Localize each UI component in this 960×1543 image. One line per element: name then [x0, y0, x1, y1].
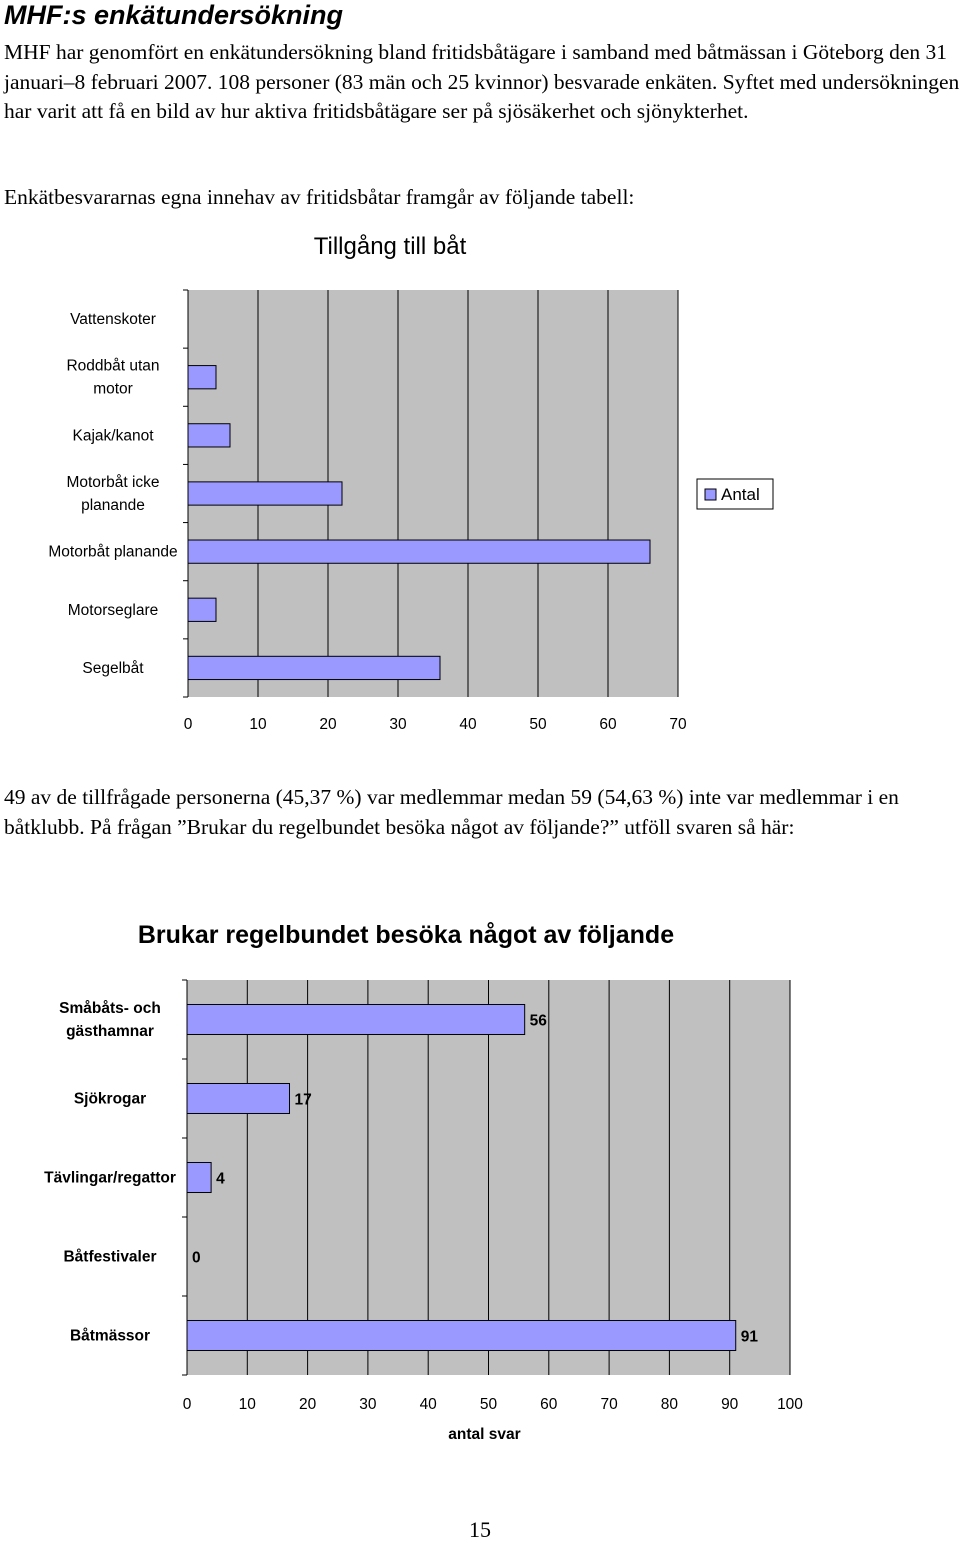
intro-paragraph: MHF har genomfört en enkätundersökning bland fritidsbåtägare i samband med båtmässan i Göteborg den 31 januari–8 februari 2007. 108 personer (83 män och 25 kvinnor) besvarade enkäten. Syftet med undersökningen har varit att få en bild av hur aktiva fritidsbåtägare ser på sjösäkerhet och sjönykterhet. — [4, 40, 960, 123]
category-label: Motorbåt icke — [66, 474, 160, 491]
tick-label-20: 20 — [298, 1396, 317, 1413]
tick-label-80: 80 — [660, 1396, 679, 1413]
tick-label-10: 10 — [238, 1396, 256, 1413]
chart-title: Brukar regelbundet besöka något av följande — [137, 921, 675, 949]
category-label: Båtfestivaler — [63, 1248, 157, 1266]
category-label: Tävlingar/regattor — [44, 1169, 176, 1187]
category-label: Motorseglare — [67, 601, 159, 619]
tick-label-0: 0 — [183, 716, 193, 733]
bar-tavlingar-regattor — [187, 1162, 211, 1192]
tick-label-50: 50 — [479, 1396, 498, 1413]
bar-smabats-och-gasthamnar — [187, 1004, 525, 1034]
data-label-sjokrogar: 17 — [294, 1091, 312, 1109]
category-label: Vattenskoter — [70, 311, 156, 329]
tick-label-0: 0 — [182, 1396, 192, 1413]
data-label-batmassor: 91 — [740, 1328, 758, 1346]
category-label: Båtmässor — [69, 1327, 151, 1345]
category-label: Kajak/kanot — [72, 427, 154, 445]
data-label-smabats-och-gasthamnar: 56 — [529, 1012, 547, 1030]
tick-label-40: 40 — [459, 716, 477, 733]
category-label: Motorbåt planande — [48, 543, 178, 561]
chart-title: Tillgång till båt — [313, 233, 467, 260]
category-label: Segelbåt — [82, 659, 144, 677]
membership-paragraph: 49 av de tillfrågade personerna (45,37 %) var medlemmar medan 59 (54,63 %) inte var medlemmar i en båtklubb. På frågan ”Brukar du regelbundet besöka något av följande?” utföll svaren så här: — [4, 785, 899, 839]
category-label: Sjökrogar — [73, 1090, 147, 1108]
data-label-batfestivaler: 0 — [192, 1249, 201, 1267]
tick-label-60: 60 — [599, 716, 617, 733]
bar-batmassor — [187, 1320, 736, 1350]
tick-label-40: 40 — [419, 1396, 437, 1413]
tick-label-70: 70 — [600, 1396, 618, 1413]
page-number: 15 — [469, 1517, 491, 1542]
page-heading: MHF:s enkätundersökning — [4, 0, 344, 30]
tick-label-50: 50 — [529, 716, 547, 733]
tick-label-70: 70 — [669, 716, 687, 733]
data-label-tavlingar-regattor: 4 — [216, 1170, 225, 1188]
bar-sjokrogar — [187, 1083, 290, 1113]
category-label: Roddbåt utan — [66, 357, 160, 375]
category-label: Småbåts- och — [59, 1000, 161, 1017]
tick-label-10: 10 — [249, 716, 267, 733]
tick-label-30: 30 — [389, 716, 407, 733]
category-label: gästhamnar — [66, 1023, 154, 1040]
tick-label-20: 20 — [319, 716, 337, 733]
category-label: motor — [93, 380, 133, 398]
tick-label-100: 100 — [777, 1396, 803, 1413]
category-label: planande — [81, 497, 145, 514]
tick-label-60: 60 — [540, 1396, 558, 1413]
x-axis-title: antal svar — [448, 1426, 521, 1443]
ownership-intro-paragraph: Enkätbesvararnas egna innehav av fritidsbåtar framgår av följande tabell: — [4, 185, 635, 209]
tick-label-30: 30 — [359, 1396, 377, 1413]
tick-label-90: 90 — [721, 1396, 739, 1413]
legend-label: Antal — [721, 485, 760, 504]
